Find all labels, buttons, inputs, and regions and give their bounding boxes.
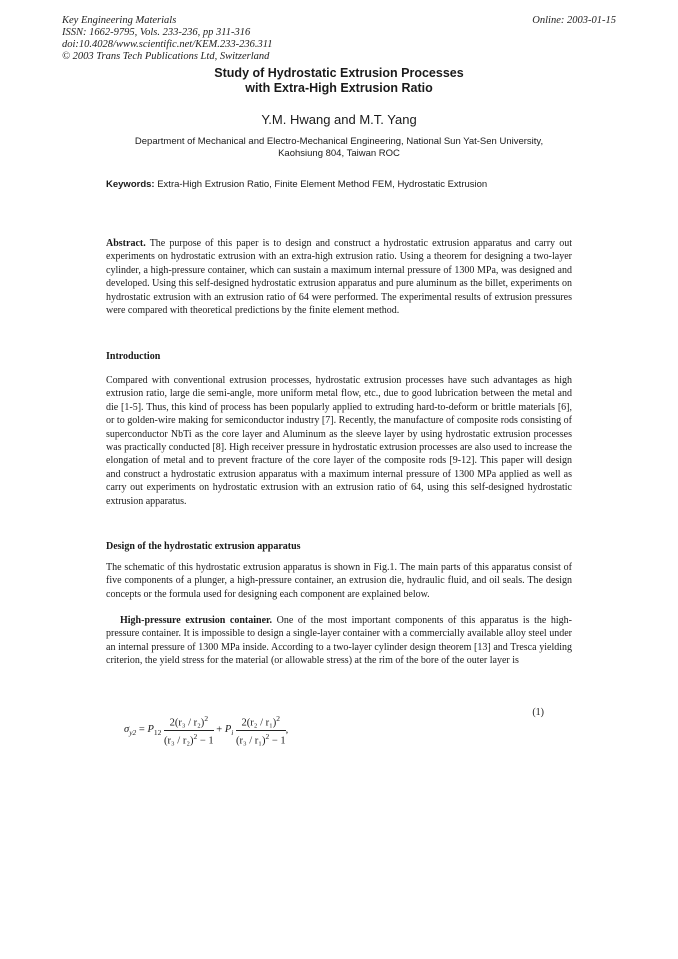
equation-number: (1) (532, 707, 544, 718)
equation-1: $\sigma_{y2} = P_{12}$ $\frac{2(r_3 / r_2)^2}{(r_3 / r_2)^2 - 1}$ + $P_i$ $\frac{2(r_2 / r_1)^2}{(r_3 / r_1)^2 - 1}$ , (124, 714, 289, 746)
design-paragraph: The schematic of this hydrostatic extrusion apparatus is shown in Fig.1. The main parts of this apparatus consist of five components of a plunger, a high-pressure container, an extrusion die, hydraulic fluid, and oil seals. The design concepts or the formula used for designing each component are explained below. (106, 562, 572, 600)
abstract-text: The purpose of this paper is to design and construct a hydrostatic extrusion apparatus and carry out experiments on hydrostatic extrusion with an extra-high extrusion ratio. Using a theorem for designing a two-layer cylinder, a high-pressure container, which can sustain a maximum internal pressure of 1300 MPa, was designed and developed. Using this self-designed hydrostatic extrusion apparatus and pure aluminum as the billet, experiments on hydrostatic extrusion with an extrusion ratio of 64 were performed. The experimental results of extrusion pressures were compared with theoretical predictions by the finite element method. (106, 238, 572, 317)
container-text: One of the most important components of this apparatus is the high-pressure container. It is impossible to design a single-layer container with a commercially available alloy steel under an internal pressure of 1300 MPa inside. According to a two-layer cylinder design theorem [13] and Tresca yielding criterion, the yield stress for the material (or allowable stress) at the rim of the bore of the outer layer is (106, 615, 573, 667)
title-line-2: with Extra-High Extrusion Ratio (245, 81, 433, 95)
doi: doi:10.4028/www.scientific.net/KEM.233-236.311 (62, 39, 273, 50)
paper-title (0, 66, 678, 96)
eq-fraction-2: $\frac{2(r_2 / r_1)^2}{(r_3 / r_1)^2 - 1}$ (235, 714, 286, 746)
copyright: © 2003 Trans Tech Publications Ltd, Switzerland (62, 51, 270, 62)
journal-header (62, 15, 272, 63)
abstract (106, 237, 572, 317)
container-label: High-pressure extrusion container. (120, 615, 273, 626)
design-heading: Design of the hydrostatic extrusion apparatus (106, 541, 301, 552)
container-paragraph (106, 614, 572, 668)
affiliation-line-2: Kaohsiung 804, Taiwan ROC (278, 148, 400, 159)
eq-fraction-1: $\frac{2(r_3 / r_2)^2}{(r_3 / r_2)^2 - 1}$ (164, 714, 214, 746)
authors: Y.M. Hwang and M.T. Yang (261, 112, 417, 127)
title-line-1: Study of Hydrostatic Extrusion Processes (214, 66, 464, 80)
keywords-text: Extra-High Extrusion Ratio, Finite Element Method FEM, Hydrostatic Extrusion (157, 179, 488, 190)
abstract-label: Abstract. (106, 238, 146, 249)
journal-name: Key Engineering Materials (62, 15, 177, 26)
keywords (106, 179, 586, 190)
online-date: Online: 2003-01-15 (532, 15, 616, 26)
keywords-label: Keywords: (106, 179, 155, 190)
affiliation-line-1: Department of Mechanical and Electro-Mechanical Engineering, National Sun Yat-Sen University, (134, 136, 544, 147)
issn: ISSN: 1662-9795, Vols. 233-236, pp 311-316 (62, 27, 251, 38)
eq-pi: $P_i$ (224, 724, 234, 738)
affiliation (100, 136, 578, 160)
intro-heading: Introduction (106, 351, 161, 362)
intro-paragraph: Compared with conventional extrusion processes, hydrostatic extrusion processes have such advantages as high extrusion ratio, large die semi-angle, more uniform metal flow, etc., due to good lubrication between the metal and die [1-5]. Thus, this kind of process has been popularly applied to extruding hard-to-deform or brittle materials [6], or to golden-wire making for semiconductor industry [7]. Recently, the manufacture of composite rods consisting of superconductor NbTi as the core layer and Aluminum as the sleeve layer by using hydrostatic extrusion processes was practically conducted [8]. High receiver pressure in hydrostatic extrusion processes are also used to increase the elongation of metal and to prevent fracture of the core layer of the composite rods [9-12]. This paper will design and construct a hydrostatic extrusion apparatus with a maximum internal pressure of 1300 MPa applied as well as carry out experiments on hydrostatic extrusion with an extrusion ratio of 64, using this self-designed hydrostatic extrusion apparatus. (106, 375, 572, 507)
eq-lhs: $\sigma_{y2}$ (124, 724, 137, 738)
eq-p12: $P_{12}$ (147, 724, 162, 738)
